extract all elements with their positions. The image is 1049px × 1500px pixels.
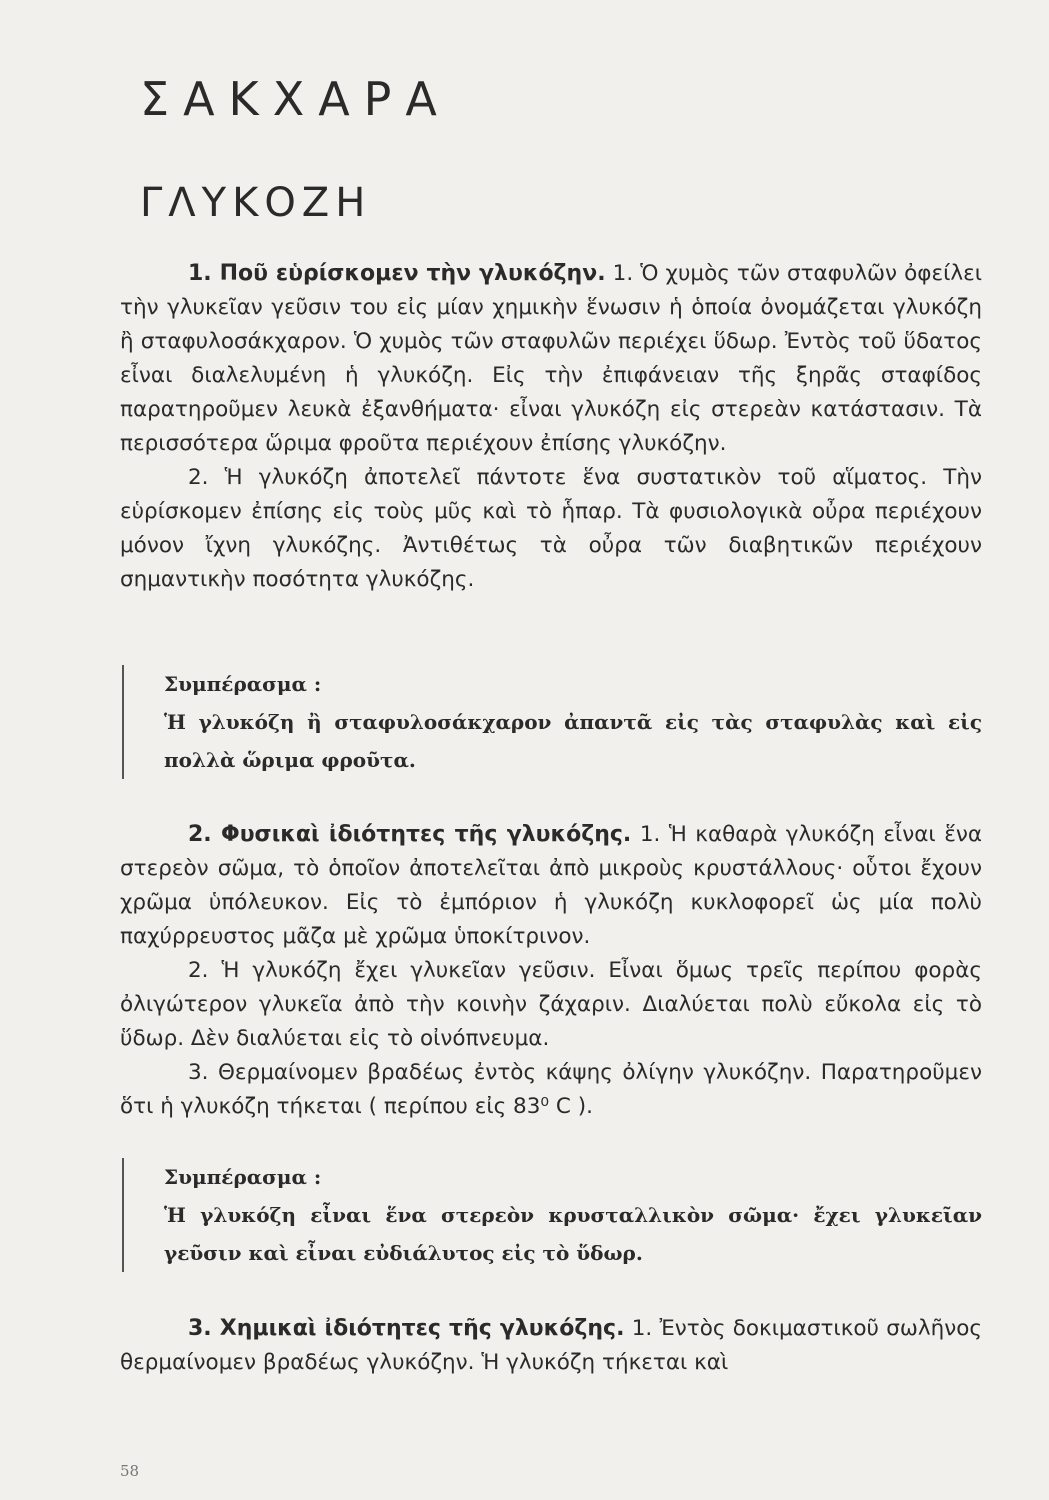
section-2 — [120, 818, 982, 1124]
section-heading: 3. Χημικαὶ ἰδιότητες τῆς γλυκόζης. — [188, 1316, 625, 1341]
conclusion-box — [122, 665, 982, 779]
section-subtitle: ΓΛΥΚΟΖΗ — [140, 180, 372, 226]
paragraph-text: 1. Ἐντὸς δοκιμαστικοῦ σωλῆνος θερμαίνομεν βραδέως γλυκόζην. Ἡ γλυκόζη τήκεται καὶ — [120, 1316, 982, 1375]
paragraph — [120, 257, 982, 461]
paragraph — [120, 818, 982, 954]
paragraph-text: 2. Ἡ γλυκόζη ἔχει γλυκεῖαν γεῦσιν. Εἶναι ὅμως τρεῖς περίπου φορὰς ὀλιγώτερον γλυκεῖα ἀπὸ τὴν κοινὴν ζάχαριν. Διαλύεται πολὺ εὔκολα εἰς τὸ ὕδωρ. Δὲν διαλύεται εἰς τὸ οἰνόπνευμα. — [120, 958, 982, 1051]
chapter-title: ΣΑΚΧΑΡΑ — [140, 72, 451, 126]
paragraph-text: 2. Ἡ γλυκόζη ἀποτελεῖ πάντοτε ἕνα συστατικὸν τοῦ αἵματος. Τὴν εὑρίσκομεν ἐπίσης εἰς τοὺς μῦς καὶ τὸ ἧπαρ. Τὰ φυσιολογικὰ οὖρα περιέχουν μόνον ἴχνη γλυκόζης. Ἀντιθέτως τὰ οὖρα τῶν διαβητικῶν περιέχουν σημαντικὴν ποσότητα γλυκόζης. — [120, 465, 982, 592]
page-number: 58 — [120, 1462, 140, 1480]
paragraph — [120, 461, 982, 597]
paragraph-text: 1. Ὁ χυμὸς τῶν σταφυλῶν ὀφείλει τὴν γλυκεῖαν γεῦσιν του εἰς μίαν χημικὴν ἕνωσιν ἡ ὁποία ὀνομάζεται γλυκόζη ἢ σταφυλοσάκχαρον. Ὁ χυμὸς τῶν σταφυλῶν περιέχει ὕδωρ. Ἐντὸς τοῦ ὕδατος εἶναι διαλελυμένη ἡ γλυκόζη. Εἰς τὴν ἐπιφάνειαν τῆς ξηρᾶς σταφίδος παρατηροῦμεν λευκὰ ἐξανθήματα· εἶναι γλυκόζη εἰς στερεὰν κατάστασιν. Τὰ περισσότερα ὥριμα φροῦτα περιέχουν ἐπίσης γλυκόζην. — [120, 261, 982, 456]
section-heading: 1. Ποῦ εὑρίσκομεν τὴν γλυκόζην. — [188, 261, 606, 286]
paragraph — [120, 1056, 982, 1124]
section-1 — [120, 257, 982, 597]
paragraph — [120, 954, 982, 1056]
section-3 — [120, 1312, 982, 1380]
conclusion-text: Ἡ γλυκόζη ἢ σταφυλοσάκχαρον ἀπαντᾶ εἰς τὰς σταφυλὰς καὶ εἰς πολλὰ ὥριμα φροῦτα. — [164, 710, 982, 772]
paragraph — [120, 1312, 982, 1380]
section-heading: 2. Φυσικαὶ ἰδιότητες τῆς γλυκόζης. — [188, 822, 632, 847]
paragraph-text: 3. Θερμαίνομεν βραδέως ἐντὸς κάψης ὀλίγην γλυκόζην. Παρατηροῦμεν ὅτι ἡ γλυκόζη τήκεται ( περίπου εἰς 83⁰ C ). — [120, 1060, 982, 1119]
conclusion-label: Συμπέρασμα : — [164, 1165, 322, 1189]
conclusion-label: Συμπέρασμα : — [164, 672, 322, 696]
conclusion-box — [122, 1158, 982, 1272]
paragraph-text: 1. Ἡ καθαρὰ γλυκόζη εἶναι ἕνα στερεὸν σῶμα, τὸ ὁποῖον ἀποτελεῖται ἀπὸ μικροὺς κρυστάλλους· οὗτοι ἔχουν χρῶμα ὑπόλευκον. Εἰς τὸ ἐμπόριον ἡ γλυκόζη κυκλοφορεῖ ὡς μία πολὺ παχύρρευστος μᾶζα μὲ χρῶμα ὑποκίτρινον. — [120, 822, 982, 949]
conclusion-text: Ἡ γλυκόζη εἶναι ἕνα στερεὸν κρυσταλλικὸν σῶμα· ἔχει γλυκεῖαν γεῦσιν καὶ εἶναι εὐδιάλυτος εἰς τὸ ὕδωρ. — [164, 1203, 982, 1265]
